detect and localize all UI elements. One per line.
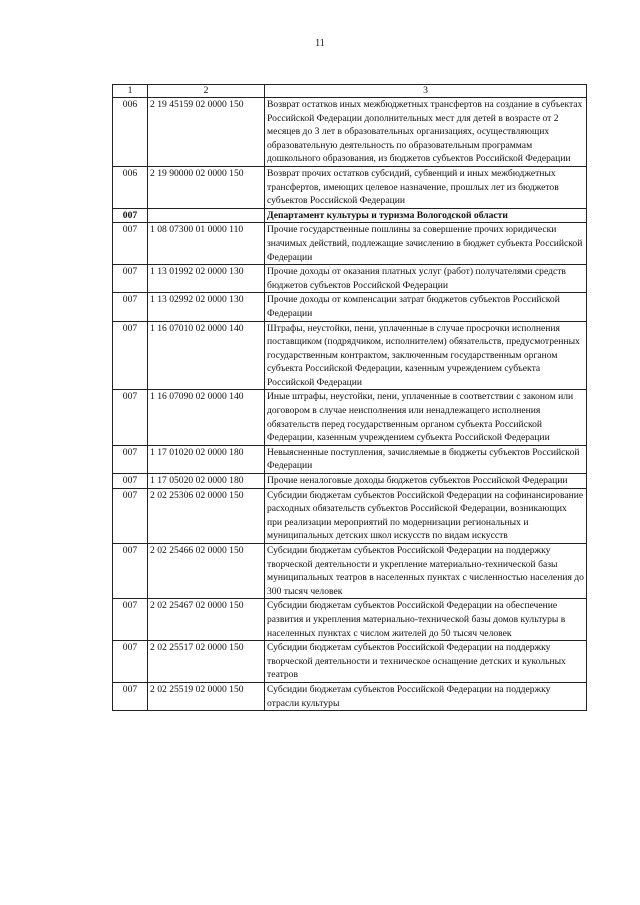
table-row — [113, 98, 587, 167]
admin-code-cell: 007 — [113, 265, 148, 293]
revenue-codes-table — [112, 84, 587, 711]
budget-code-cell: 2 02 25466 02 0000 150 — [148, 544, 265, 599]
revenue-name-cell: Возврат прочих остатков субсидий, субвенций и иных межбюджетных трансфертов, имеющих целевое назначение, прошлых лет из бюджетов субъектов Российской Федерации — [265, 166, 587, 208]
table-row — [113, 293, 587, 321]
table-row — [113, 223, 587, 265]
budget-code-cell: 1 13 01992 02 0000 130 — [148, 265, 265, 293]
revenue-name-cell: Возврат остатков иных межбюджетных трансфертов на создание в субъектах Российской Федерации дополнительных мест для детей в возрасте от 2 месяцев до 3 лет в образовательных организациях, осуществляющих образовательную деятельность по образовательным программам дошкольного образования, из бюджетов субъектов Российской Федерации — [265, 98, 587, 167]
table-row — [113, 641, 587, 683]
revenue-name-cell: Штрафы, неустойки, пени, уплаченные в случае просрочки исполнения поставщиком (подрядчиком, исполнителем) обязательств, предусмотренных государственным контрактом, заключенным государственным органом субъекта Российской Федерации, казенным учреждением субъекта Российской Федерации — [265, 321, 587, 390]
revenue-name-cell: Субсидии бюджетам субъектов Российской Федерации на поддержку отрасли культуры — [265, 682, 587, 710]
revenue-name-cell: Субсидии бюджетам субъектов Российской Федерации на поддержку творческой деятельности и укрепление материально-технической базы муниципальных театров в населенных пунктах с численностью населения до 300 тысяч человек — [265, 544, 587, 599]
admin-code-cell: 006 — [113, 98, 148, 167]
revenue-name-cell: Субсидии бюджетам субъектов Российской Федерации на обеспечение развития и укрепления материально-технической базы домов культуры в населенных пунктах с числом жителей до 50 тысяч человек — [265, 599, 587, 641]
revenue-name-cell: Прочие доходы от оказания платных услуг (работ) получателями средств бюджетов субъектов Российской Федерации — [265, 265, 587, 293]
admin-code-cell: 006 — [113, 166, 148, 208]
admin-code-cell: 007 — [113, 488, 148, 543]
budget-code-cell: 1 16 07090 02 0000 140 — [148, 390, 265, 445]
table-row — [113, 544, 587, 599]
admin-code-cell: 007 — [113, 293, 148, 321]
table-row — [113, 265, 587, 293]
table-row — [113, 474, 587, 489]
table-row — [113, 321, 587, 390]
budget-code-cell: 1 13 02992 02 0000 130 — [148, 293, 265, 321]
budget-code-cell: 1 17 01020 02 0000 180 — [148, 445, 265, 473]
budget-code-cell: 1 17 05020 02 0000 180 — [148, 474, 265, 489]
table-row — [113, 682, 587, 710]
department-row — [113, 208, 587, 223]
revenue-name-cell: Субсидии бюджетам субъектов Российской Федерации на поддержку творческой деятельности и техническое оснащение детских и кукольных театров — [265, 641, 587, 683]
table-row — [113, 166, 587, 208]
budget-code-cell: 2 02 25306 02 0000 150 — [148, 488, 265, 543]
column-header-3: 3 — [265, 85, 587, 98]
budget-code-cell: 1 08 07300 01 0000 110 — [148, 223, 265, 265]
budget-code-cell: 2 02 25519 02 0000 150 — [148, 682, 265, 710]
admin-code-cell: 007 — [113, 208, 148, 223]
admin-code-cell: 007 — [113, 544, 148, 599]
column-header-2: 2 — [148, 85, 265, 98]
budget-code-cell: 1 16 07010 02 0000 140 — [148, 321, 265, 390]
revenue-name-cell: Иные штрафы, неустойки, пени, уплаченные в соответствии с законом или договором в случае неисполнения или ненадлежащего исполнения обязательств перед государственным органом субъекта Российской Федерации, казенным учреждением субъекта Российской Федерации — [265, 390, 587, 445]
admin-code-cell: 007 — [113, 390, 148, 445]
table-row — [113, 488, 587, 543]
table-row — [113, 445, 587, 473]
revenue-name-cell: Невыясненные поступления, зачисляемые в бюджеты субъектов Российской Федерации — [265, 445, 587, 473]
budget-code-cell: 2 02 25517 02 0000 150 — [148, 641, 265, 683]
admin-code-cell: 007 — [113, 223, 148, 265]
header-row — [113, 85, 587, 98]
table-body — [113, 98, 587, 711]
page-number: 11 — [315, 38, 325, 49]
revenue-name-cell: Прочие государственные пошлины за совершение прочих юридически значимых действий, подлежащие зачислению в бюджет субъекта Российской Федерации — [265, 223, 587, 265]
budget-code-cell: 2 02 25467 02 0000 150 — [148, 599, 265, 641]
table-row — [113, 599, 587, 641]
budget-code-cell: 2 19 45159 02 0000 150 — [148, 98, 265, 167]
budget-code-cell — [148, 208, 265, 223]
admin-code-cell: 007 — [113, 682, 148, 710]
admin-code-cell: 007 — [113, 599, 148, 641]
revenue-name-cell: Прочие доходы от компенсации затрат бюджетов субъектов Российской Федерации — [265, 293, 587, 321]
table-row — [113, 390, 587, 445]
column-header-1: 1 — [113, 85, 148, 98]
budget-code-cell: 2 19 90000 02 0000 150 — [148, 166, 265, 208]
revenue-name-cell: Департамент культуры и туризма Вологодской области — [265, 208, 587, 223]
revenue-name-cell: Субсидии бюджетам субъектов Российской Федерации на софинансирование расходных обязательств субъектов Российской Федерации, возникающих при реализации мероприятий по модернизации региональных и муниципальных детских школ искусств по видам искусств — [265, 488, 587, 543]
admin-code-cell: 007 — [113, 445, 148, 473]
revenue-name-cell: Прочие неналоговые доходы бюджетов субъектов Российской Федерации — [265, 474, 587, 489]
admin-code-cell: 007 — [113, 474, 148, 489]
admin-code-cell: 007 — [113, 321, 148, 390]
table-header — [113, 85, 587, 98]
admin-code-cell: 007 — [113, 641, 148, 683]
